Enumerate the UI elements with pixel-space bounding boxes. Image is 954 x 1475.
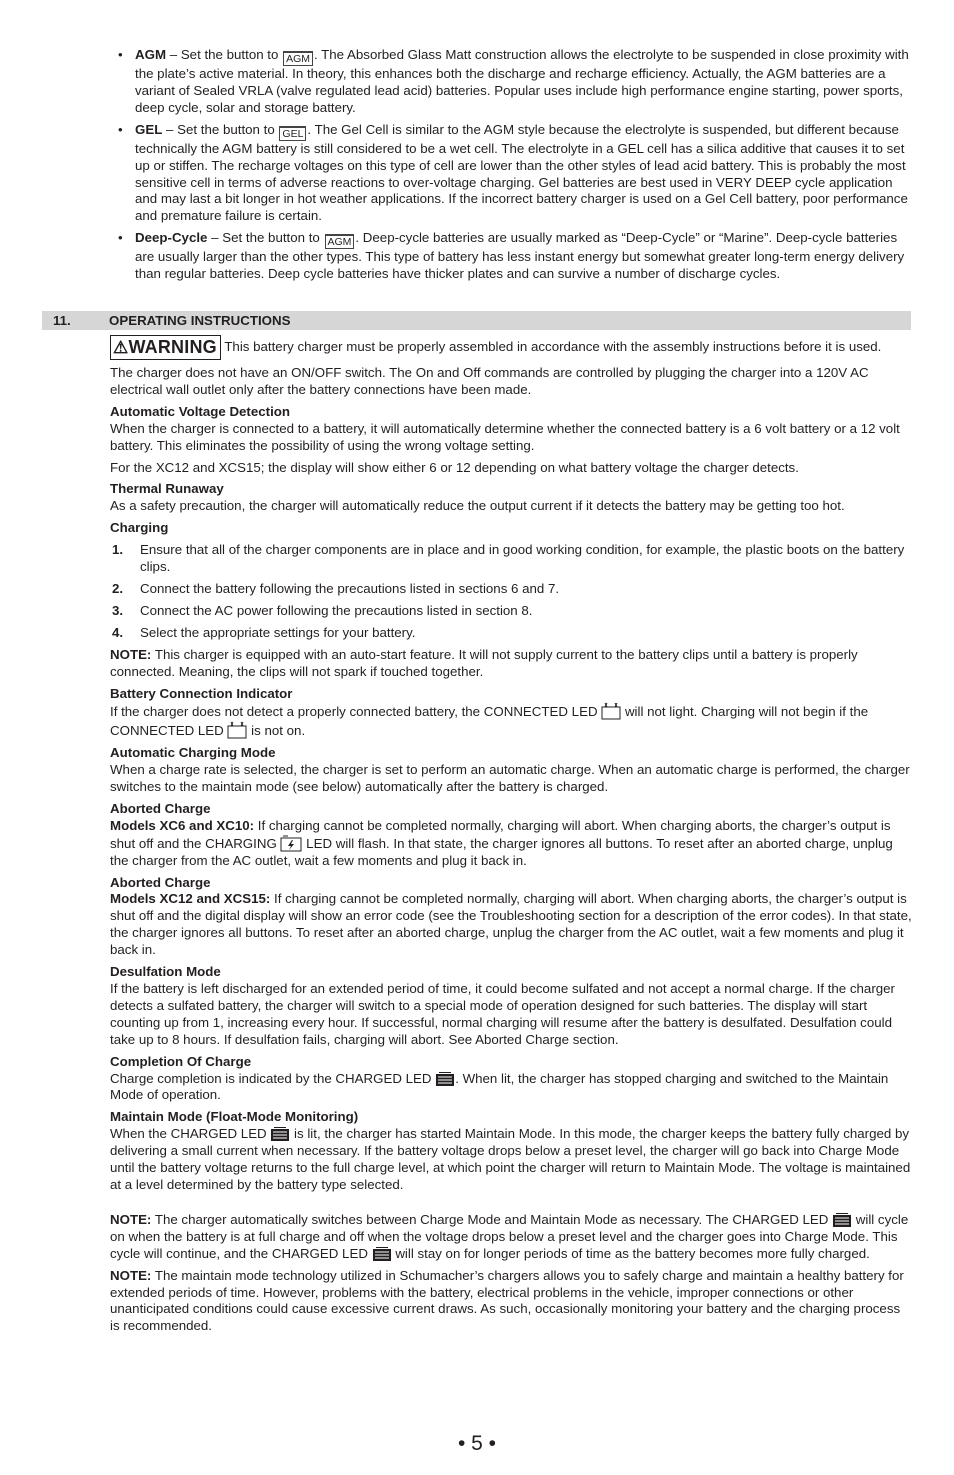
- bullet-dot: •: [118, 121, 123, 137]
- heading-completion: Completion Of Charge: [110, 1053, 252, 1069]
- heading-auto-charging: Automatic Charging Mode: [110, 745, 276, 761]
- heading-maintain-mode: Maintain Mode (Float-Mode Monitoring): [110, 1109, 359, 1125]
- bullet-term: GEL: [135, 121, 163, 137]
- auto-voltage-text: When the charger is connected to a battery, it will automatically determine whether the connected battery is a 6 volt battery or a 12 volt battery. This eliminates the possibility of using the wrong voltage setting.: [110, 420, 900, 453]
- charged-led-icon: [270, 1127, 290, 1142]
- warning-label: ⚠WARNING: [110, 335, 221, 360]
- agm-button-icon: AGM: [283, 51, 313, 66]
- connection-indicator-text: If the charger does not detect a properly connected battery, the CONNECTED LED will not light. Charging will not begin if the CONNECTED LED is not on.: [110, 704, 869, 739]
- auto-voltage-text-2: For the XC12 and XCS15; the display will show either 6 or 12 depending on what battery voltage the charger detects.: [110, 459, 799, 475]
- bullet-term: AGM: [135, 47, 167, 62]
- bullet-dot: •: [118, 230, 123, 246]
- battery-type-list: [118, 47, 912, 288]
- agm-button-icon: AGM: [325, 234, 355, 249]
- aborted-charge-text-xc12: Models XC12 and XCS15: If charging cannot be completed normally, charging will abort. When charging aborts, the charger’s output is shut off and the digital display will show an error code (see the Troubleshooting section for a description of the error codes). In that state, the charger ignores all buttons. To reset after an aborted charge, unplug the charger from the AC outlet, wait a few moments and plug it back in.: [110, 891, 912, 958]
- bullet-term: Deep-Cycle: [135, 230, 208, 246]
- charging-led-icon: [280, 835, 302, 852]
- charging-steps: [110, 542, 912, 642]
- charging-note: NOTE: This charger is equipped with an auto-start feature. It will not supply current to the battery clips until a battery is properly connected. Meaning, the clips will not spark if touched together.: [110, 646, 858, 679]
- desulfation-text: If the battery is left discharged for an extended period of time, it could become sulfated and not accept a normal charge. If the charger detects a sulfated battery, the charger will switch to a special mode of operation designed for such batteries. The display will start counting up from 1, increasing every hour. If successful, normal charging will resume after the battery is desulfated. Desulfation could take up to 8 hours. If desulfation fails, charging will abort. See Aborted Charge section.: [110, 981, 895, 1047]
- thermal-runaway-text: As a safety precaution, the charger will automatically reduce the output current if it detects the battery may be getting too hot.: [110, 498, 845, 514]
- warning-paragraph: ⚠WARNING This battery charger must be properly assembled in accordance with the assembly instructions before it is used.: [110, 335, 912, 360]
- spacer: [110, 1199, 912, 1212]
- bullet-agm: • AGM – Set the button to AGM . The Absorbed Glass Matt construction allows the electrolyte to be suspended in close proximity with the plate’s active material. In theory, this enhances both the discharge and recharge efficiency. Actually, the AGM batteries are a variant of Sealed VRLA (valve regulated lead acid) batteries. Popular uses include high performance engine starting, power sports, deep cycle, solar and storage battery.: [118, 47, 909, 115]
- heading-aborted-charge: Aborted Charge: [110, 800, 211, 816]
- gel-button-icon: GEL: [279, 126, 306, 141]
- section-number: 11.: [53, 313, 71, 328]
- heading-aborted-charge: Aborted Charge: [110, 874, 211, 890]
- charged-led-icon: [832, 1213, 852, 1228]
- maintain-mode-text: When the CHARGED LED is lit, the charger has started Maintain Mode. In this mode, the charger keeps the battery fully charged by delivering a small current when necessary. If the battery voltage drops below a preset level, the charger will go back into Charge Mode until the battery voltage returns to the full charge level, at which point the charger will return to Maintain Mode. The voltage is maintained at a level determined by the battery type selected.: [110, 1126, 911, 1192]
- heading-connection-indicator: Battery Connection Indicator: [110, 685, 293, 701]
- page-number: • 5 •: [457, 1432, 497, 1455]
- connected-led-icon: [227, 721, 247, 739]
- list-item: 2. Connect the battery following the precautions listed in sections 6 and 7.: [112, 580, 560, 596]
- heading-desulfation: Desulfation Mode: [110, 964, 221, 980]
- heading-charging: Charging: [110, 520, 169, 536]
- charged-led-icon: [435, 1072, 455, 1087]
- bullet-dot: •: [118, 47, 123, 62]
- note-maintain-cycle: NOTE: The charger automatically switches between Charge Mode and Maintain Mode as necessary. The CHARGED LED will cycle on when the battery is at full charge and off when the voltage drops below a preset level and the charger goes into Charge Mode. This cycle will continue, and the CHARGED LED will stay on for longer periods of time as the battery becomes more fully charged.: [110, 1211, 909, 1261]
- note-maintain-technology: NOTE: The maintain mode technology utilized in Schumacher’s chargers allows you to safely charge and maintain a healthy battery for extended periods of time. However, problems with the battery, electrical problems in the vehicle, improper connections or other unanticipated conditions could cause excessive current draws. As such, occasionally monitoring your battery and the charging process is recommended.: [110, 1267, 904, 1334]
- bullet-deep-cycle: • Deep-Cycle – Set the button to AGM . Deep-cycle batteries are usually marked as “Deep-Cycle” or “Marine”. Deep-cycle batteries are usually larger than the other types. This type of battery has less instant energy but somewhat greater long-term energy delivery than regular batteries. Deep cycle batteries have thicker plates and can survive a number of discharge cycles.: [118, 230, 905, 282]
- bullet-gel: • GEL – Set the button to GEL . The Gel Cell is similar to the AGM style because the electrolyte is suspended, but different because technically the AGM battery is still considered to be a wet cell. The electrolyte in a GEL cell has a silica additive that causes it to set up or stiffen. The recharge voltages on this type of cell are lower than the other styles of lead acid battery. This is probably the most sensitive cell in terms of adverse reactions to over-voltage charging. Gel batteries are best used in VERY DEEP cycle application and may last a bit longer in hot weather applications. If the incorrect battery charger is used on a Gel Cell battery, poor performance and premature failure is certain.: [118, 121, 908, 224]
- auto-charging-text: When a charge rate is selected, the charger is set to perform an automatic charge. When an automatic charge is performed, the charger switches to the maintain mode (see below) automatically after the battery is charged.: [110, 762, 910, 795]
- operating-instructions: [110, 335, 912, 1340]
- section-heading-bar: [42, 311, 911, 330]
- heading-thermal-runaway: Thermal Runaway: [110, 481, 224, 497]
- list-item: 4. Select the appropriate settings for your battery.: [112, 624, 416, 640]
- completion-text: Charge completion is indicated by the CHARGED LED . When lit, the charger has stopped charging and switched to the Maintain Mode of operation.: [110, 1070, 889, 1103]
- list-item: 3. Connect the AC power following the precautions listed in section 8.: [112, 602, 533, 618]
- heading-auto-voltage: Automatic Voltage Detection: [110, 403, 291, 419]
- onoff-paragraph: The charger does not have an ON/OFF switch. The On and Off commands are controlled by plugging the charger into a 120V AC electrical wall outlet only after the battery connections have been made.: [110, 365, 869, 397]
- connected-led-icon: [601, 702, 621, 720]
- list-item: 1. Ensure that all of the charger components are in place and in good working condition, for example, the plastic boots on the battery clips.: [112, 542, 905, 575]
- warning-icon: ⚠: [113, 338, 129, 357]
- section-title: OPERATING INSTRUCTIONS: [109, 313, 291, 328]
- charged-led-icon: [372, 1247, 392, 1262]
- aborted-charge-text-xc6: Models XC6 and XC10: If charging cannot be completed normally, charging will abort. When charging aborts, the charger’s output is shut off and the CHARGING LED will flash. In that state, the charger ignores all buttons. To reset after an aborted charge, unplug the charger from the AC outlet, wait a few moments and plug it back in.: [110, 817, 893, 868]
